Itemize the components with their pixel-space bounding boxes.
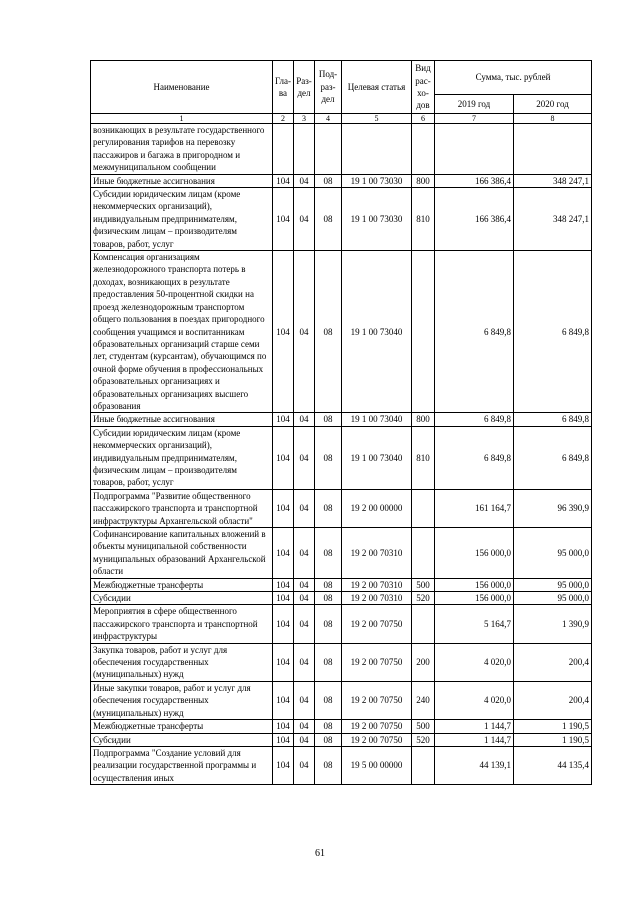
- row-glava: 104: [273, 188, 294, 251]
- row-name: Иные закупки товаров, работ и услуг для обеспечения государственных (муниципальных) нужд: [91, 681, 273, 719]
- row-vid: 500: [412, 720, 435, 733]
- row-amount-2019: 5 164,7: [435, 605, 514, 643]
- row-razdel: 04: [294, 643, 315, 681]
- row-razdel: 04: [294, 746, 315, 784]
- row-vid: [412, 746, 435, 784]
- table-row: [91, 426, 592, 489]
- row-glava: 104: [273, 489, 294, 527]
- row-vid: [412, 605, 435, 643]
- row-razdel: 04: [294, 251, 315, 413]
- row-name: Иные бюджетные ассигнования: [91, 413, 273, 426]
- row-podrazdel: 08: [315, 578, 342, 591]
- row-glava: 104: [273, 413, 294, 426]
- row-amount-2019: 44 139,1: [435, 746, 514, 784]
- row-vid: 500: [412, 578, 435, 591]
- header-sum: Сумма, тыс. рублей: [435, 61, 592, 95]
- row-glava: 104: [273, 174, 294, 187]
- row-podrazdel: 08: [315, 592, 342, 605]
- row-amount-2019: 4 020,0: [435, 681, 514, 719]
- row-name: Субсидии юридическим лицам (кроме некоммерческих организаций), индивидуальным предпринимателям, физическим лицам – производителям товаров, работ, услуг: [91, 426, 273, 489]
- row-name: Иные бюджетные ассигнования: [91, 174, 273, 187]
- table-header: [91, 61, 592, 124]
- row-razdel: 04: [294, 578, 315, 591]
- row-amount-2020: 95 000,0: [514, 578, 592, 591]
- table-body: [91, 124, 592, 785]
- col-number: 2: [273, 114, 294, 124]
- row-glava: 104: [273, 681, 294, 719]
- row-name: Компенсация организациям железнодорожного транспорта потерь в доходах, возникающих в результате предоставления 50-процентной скидки на проезд железнодорожным транспортом общего пользования в поездах пригородного сообщения учащимся и воспитанникам образовательных организаций старше семи лет, студентам (курсантам), обучающимся по очной форме обучения в профессиональных образовательных организациях и образовательных организациях высшего образования: [91, 251, 273, 413]
- row-razdel: 04: [294, 174, 315, 187]
- header-target: Целевая статья: [342, 61, 412, 114]
- row-amount-2020: 348 247,1: [514, 174, 592, 187]
- row-name: Межбюджетные трансферты: [91, 578, 273, 591]
- column-numbers-row: [91, 114, 592, 124]
- col-number: 5: [342, 114, 412, 124]
- row-glava: 104: [273, 426, 294, 489]
- page-number: 61: [315, 848, 325, 859]
- table-row: [91, 528, 592, 579]
- row-podrazdel: 08: [315, 605, 342, 643]
- continuation-row: [91, 124, 592, 175]
- row-vid: 800: [412, 174, 435, 187]
- row-target: 19 2 00 70750: [342, 681, 412, 719]
- col-number: 7: [435, 114, 514, 124]
- row-podrazdel: 08: [315, 174, 342, 187]
- table-row: [91, 605, 592, 643]
- row-vid: [412, 489, 435, 527]
- row-amount-2019: 166 386,4: [435, 188, 514, 251]
- row-name: Субсидии: [91, 592, 273, 605]
- header-name: Наименование: [91, 61, 273, 114]
- row-podrazdel: 08: [315, 188, 342, 251]
- row-amount-2019: 156 000,0: [435, 528, 514, 579]
- row-razdel: 04: [294, 528, 315, 579]
- col-number: 6: [412, 114, 435, 124]
- row-target: 19 2 00 70750: [342, 605, 412, 643]
- row-amount-2020: 95 000,0: [514, 528, 592, 579]
- row-name: Мероприятия в сфере общественного пассажирского транспорта и транспортной инфраструктуры: [91, 605, 273, 643]
- row-target: 19 1 00 73040: [342, 426, 412, 489]
- row-razdel: 04: [294, 681, 315, 719]
- row-razdel: 04: [294, 426, 315, 489]
- row-vid: [412, 528, 435, 579]
- row-name: Подпрограмма "Создание условий для реализации государственной программы и осуществления иных: [91, 746, 273, 784]
- row-glava: 104: [273, 605, 294, 643]
- table-row: [91, 746, 592, 784]
- header-podrazdel: Под- раз- дел: [315, 61, 342, 114]
- row-podrazdel: 08: [315, 746, 342, 784]
- row-amount-2019: 161 164,7: [435, 489, 514, 527]
- row-name: Межбюджетные трансферты: [91, 720, 273, 733]
- row-target: 19 2 00 70750: [342, 720, 412, 733]
- row-glava: 104: [273, 528, 294, 579]
- row-amount-2020: 96 390,9: [514, 489, 592, 527]
- row-glava: 104: [273, 720, 294, 733]
- table-row: [91, 174, 592, 187]
- row-vid: 240: [412, 681, 435, 719]
- table-row: [91, 188, 592, 251]
- row-name: Подпрограмма "Развитие общественного пассажирского транспорта и транспортной инфраструктуры Архангельской области": [91, 489, 273, 527]
- row-razdel: 04: [294, 720, 315, 733]
- row-amount-2020: 348 247,1: [514, 188, 592, 251]
- row-vid: 200: [412, 643, 435, 681]
- row-amount-2020: 1 190,5: [514, 720, 592, 733]
- row-name: Субсидии: [91, 733, 273, 746]
- header-razdel: Раз- дел: [294, 61, 315, 114]
- row-amount-2019: 156 000,0: [435, 578, 514, 591]
- row-podrazdel: 08: [315, 681, 342, 719]
- row-amount-2020: 95 000,0: [514, 592, 592, 605]
- row-glava: 104: [273, 746, 294, 784]
- table-row: [91, 733, 592, 746]
- row-podrazdel: 08: [315, 426, 342, 489]
- row-razdel: 04: [294, 605, 315, 643]
- row-amount-2019: 4 020,0: [435, 643, 514, 681]
- row-razdel: 04: [294, 188, 315, 251]
- row-vid: 520: [412, 733, 435, 746]
- row-amount-2020: 6 849,8: [514, 426, 592, 489]
- row-amount-2019: 156 000,0: [435, 592, 514, 605]
- budget-table: [90, 60, 592, 785]
- row-target: 19 2 00 70750: [342, 643, 412, 681]
- row-glava: 104: [273, 578, 294, 591]
- row-vid: 810: [412, 426, 435, 489]
- row-target: 19 1 00 73040: [342, 413, 412, 426]
- row-vid: [412, 251, 435, 413]
- continuation-text: возникающих в результате государственного регулирования тарифов на перевозку пассажиров и багажа в пригородном и межмуниципальном сообщении: [91, 124, 273, 175]
- row-razdel: 04: [294, 413, 315, 426]
- row-target: 19 5 00 00000: [342, 746, 412, 784]
- row-glava: 104: [273, 643, 294, 681]
- row-name: Субсидии юридическим лицам (кроме некоммерческих организаций), индивидуальным предпринимателям, физическим лицам – производителям товаров, работ, услуг: [91, 188, 273, 251]
- row-amount-2020: 6 849,8: [514, 251, 592, 413]
- row-podrazdel: 08: [315, 643, 342, 681]
- col-number: 1: [91, 114, 273, 124]
- col-number: 3: [294, 114, 315, 124]
- table-row: [91, 681, 592, 719]
- row-amount-2020: 200,4: [514, 643, 592, 681]
- header-vid: Вид рас- хо- дов: [412, 61, 435, 114]
- row-amount-2020: 1 390,9: [514, 605, 592, 643]
- table-row: [91, 720, 592, 733]
- row-vid: 800: [412, 413, 435, 426]
- row-target: 19 2 00 70310: [342, 578, 412, 591]
- row-podrazdel: 08: [315, 733, 342, 746]
- row-target: 19 2 00 70310: [342, 528, 412, 579]
- row-vid: 520: [412, 592, 435, 605]
- row-amount-2020: 6 849,8: [514, 413, 592, 426]
- col-number: 4: [315, 114, 342, 124]
- row-target: 19 2 00 70310: [342, 592, 412, 605]
- table-row: [91, 578, 592, 591]
- table-row: [91, 643, 592, 681]
- header-2020: 2020 год: [514, 95, 592, 114]
- row-target: 19 2 00 00000: [342, 489, 412, 527]
- row-podrazdel: 08: [315, 528, 342, 579]
- row-vid: 810: [412, 188, 435, 251]
- row-glava: 104: [273, 733, 294, 746]
- row-podrazdel: 08: [315, 720, 342, 733]
- table-row: [91, 489, 592, 527]
- row-name: Закупка товаров, работ и услуг для обеспечения государственных (муниципальных) нужд: [91, 643, 273, 681]
- row-razdel: 04: [294, 592, 315, 605]
- header-glava: Гла- ва: [273, 61, 294, 114]
- row-name: Софинансирование капитальных вложений в объекты муниципальной собственности муниципальных образований Архангельской области: [91, 528, 273, 579]
- row-target: 19 1 00 73040: [342, 251, 412, 413]
- header-2019: 2019 год: [435, 95, 514, 114]
- row-amount-2019: 6 849,8: [435, 426, 514, 489]
- table-row: [91, 251, 592, 413]
- row-amount-2020: 44 135,4: [514, 746, 592, 784]
- table-row: [91, 413, 592, 426]
- row-podrazdel: 08: [315, 413, 342, 426]
- row-target: 19 1 00 73030: [342, 174, 412, 187]
- row-target: 19 2 00 70750: [342, 733, 412, 746]
- row-podrazdel: 08: [315, 251, 342, 413]
- row-amount-2020: 1 190,5: [514, 733, 592, 746]
- row-amount-2019: 1 144,7: [435, 733, 514, 746]
- row-razdel: 04: [294, 733, 315, 746]
- row-razdel: 04: [294, 489, 315, 527]
- row-glava: 104: [273, 251, 294, 413]
- row-amount-2020: 200,4: [514, 681, 592, 719]
- col-number: 8: [514, 114, 592, 124]
- row-amount-2019: 166 386,4: [435, 174, 514, 187]
- row-podrazdel: 08: [315, 489, 342, 527]
- table-row: [91, 592, 592, 605]
- row-glava: 104: [273, 592, 294, 605]
- row-target: 19 1 00 73030: [342, 188, 412, 251]
- row-amount-2019: 6 849,8: [435, 413, 514, 426]
- row-amount-2019: 1 144,7: [435, 720, 514, 733]
- row-amount-2019: 6 849,8: [435, 251, 514, 413]
